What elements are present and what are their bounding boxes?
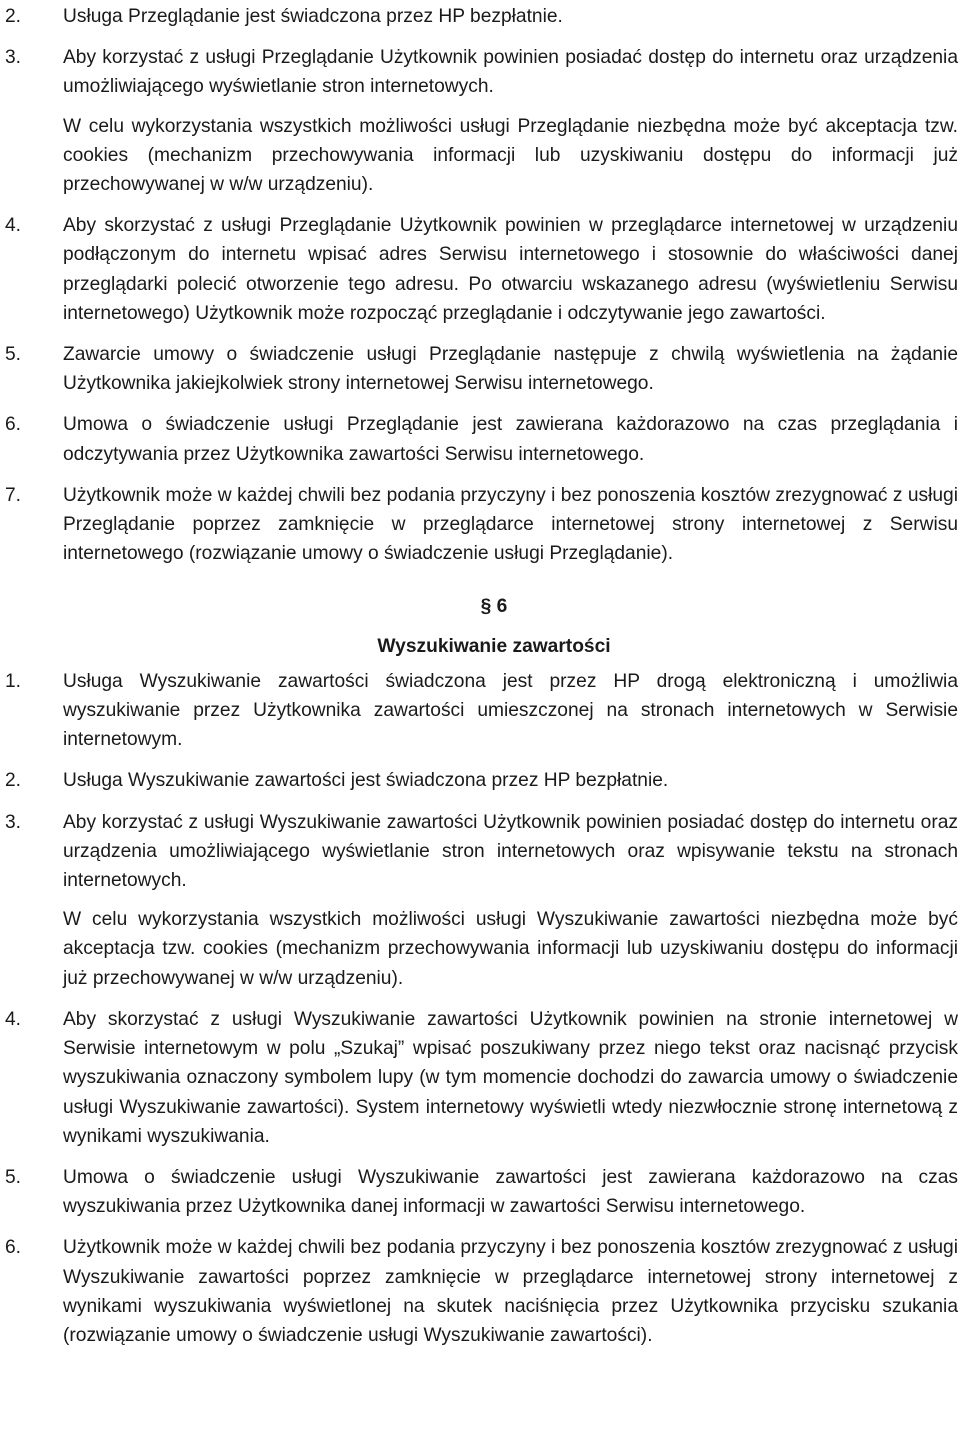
list-item [0,43,958,199]
item-body [63,1005,958,1151]
item-number: 1. [5,670,22,692]
list-before [0,2,958,568]
item-body [63,1163,958,1221]
list-item [0,1005,958,1151]
list-after [0,667,958,1350]
item-paragraph: Użytkownik może w każdej chwili bez podania przyczyny i bez ponoszenia kosztów zrezygnować z usługi Przeglądanie poprzez zamknięcie w przeglądarce internetowej strony internetowej z Serwisu internetowego (rozwiązanie umowy o świadczenie usługi Przeglądanie). [63,484,958,565]
item-paragraph: Aby korzystać z usługi Wyszukiwanie zawartości Użytkownik powinien posiadać dostęp do internetu oraz urządzenia umożliwiającego wyświetlanie stron internetowych oraz wpisywanie tekstu na stronach internetowych. [63,811,958,892]
item-number: 5. [5,344,22,366]
item-body [63,211,958,328]
item-paragraph: W celu wykorzystania wszystkich możliwości usługi Wyszukiwanie zawartości niezbędna może być akceptacja tzw. cookies (mechanizm przechowywania informacji lub uzyskiwaniu dostępu do informacji już przechowywanej w w/w urządzeniu). [63,909,958,989]
list-item [0,340,958,398]
item-body [63,43,958,199]
item-number: 5. [5,1166,22,1188]
item-paragraph: Umowa o świadczenie usługi Wyszukiwanie zawartości jest zawierana każdorazowo na czas wyszukiwania przez Użytkownika danej informacji w zawartości Serwisu internetowego. [63,1166,958,1218]
section-number: § 6 [480,596,508,618]
item-number: 6. [5,414,22,436]
list-item [0,410,958,468]
list-item [0,211,958,328]
item-body [63,340,958,398]
item-paragraph: Użytkownik może w każdej chwili bez podania przyczyny i bez ponoszenia kosztów zrezygnować z usługi Wyszukiwanie zawartości poprzez zamknięcie w przeglądarce internetowej strony internetowej z wynikami wyszukiwania wyświetlonej na skutek naciśnięcia przez Użytkownika przycisku szukania (rozwiązanie umowy o świadczenie usługi Wyszukiwanie zawartości). [63,1237,958,1346]
item-body [63,808,958,993]
item-number: 3. [5,47,22,69]
section-title: Wyszukiwanie zawartości [377,635,611,657]
item-body [63,410,958,468]
list-item [0,1233,958,1350]
item-paragraph: W celu wykorzystania wszystkich możliwości usługi Przeglądanie niezbędna może być akceptacja tzw. cookies (mechanizm przechowywania informacji lub uzyskiwaniu dostępu do informacji już przechowywanej w w/w urządzeniu). [63,115,958,196]
list-item [0,1163,958,1221]
item-body [63,481,958,569]
item-number: 2. [5,6,22,27]
item-paragraph: Aby skorzystać z usługi Wyszukiwanie zawartości Użytkownik powinien na stronie internetowej w Serwisie internetowym w polu „Szukaj” wpisać poszukiwany przez niego tekst oraz nacisnąć przycisk wyszukiwania oznaczony symbolem lupy (w tym momencie dochodzi do zawarcia umowy o świadczenie usługi Wyszukiwanie zawartości). System internetowy wyświetli wtedy niezwłocznie stronę internetową z wynikami wyszukiwania. [63,1008,958,1147]
item-body [63,766,958,795]
item-number: 4. [5,1008,22,1030]
item-body [63,1233,958,1350]
item-paragraph: Zawarcie umowy o świadczenie usługi Przeglądanie następuje z chwilą wyświetlenia na żądanie Użytkownika jakiejkolwiek strony internetowej Serwisu internetowego. [63,344,958,395]
item-paragraph: Aby korzystać z usługi Przeglądanie Użytkownik powinien posiadać dostęp do internetu oraz urządzenia umożliwiającego wyświetlanie stron internetowych. [63,47,958,98]
item-number: 4. [5,215,22,237]
item-paragraph: Usługa Przeglądanie jest świadczona przez HP bezpłatnie. [63,6,563,27]
list-item [0,808,958,993]
item-body [63,667,958,755]
item-number: 7. [5,484,22,506]
list-item [0,766,958,795]
item-number: 6. [5,1237,22,1259]
item-number: 3. [5,811,22,833]
item-number: 2. [5,770,22,792]
item-paragraph: Usługa Wyszukiwanie zawartości jest świadczona przez HP bezpłatnie. [63,770,669,792]
item-paragraph: Aby skorzystać z usługi Przeglądanie Użytkownik powinien w przeglądarce internetowej w urządzeniu podłączonym do internetu wpisać adres Serwisu internetowego i stosownie do właściwości danej przeglądarki polecić otworzenie tego adresu. Po otwarciu wskazanego adresu (wyświetleniu Serwisu internetowego) Użytkownik może rozpocząć przeglądanie i odczytywanie jego zawartości. [63,215,958,324]
list-item [0,481,958,569]
list-item [0,667,958,755]
item-paragraph: Umowa o świadczenie usługi Przeglądanie jest zawierana każdorazowo na czas przeglądania i odczytywania przez Użytkownika zawartości Serwisu internetowego. [63,414,958,465]
item-body [63,2,958,31]
list-item [0,2,958,31]
item-paragraph: Usługa Wyszukiwanie zawartości świadczona jest przez HP drogą elektroniczną i umożliwia wyszukiwanie przez Użytkownika zawartości umieszczonej na stronach internetowych w Serwisie internetowym. [63,670,958,751]
